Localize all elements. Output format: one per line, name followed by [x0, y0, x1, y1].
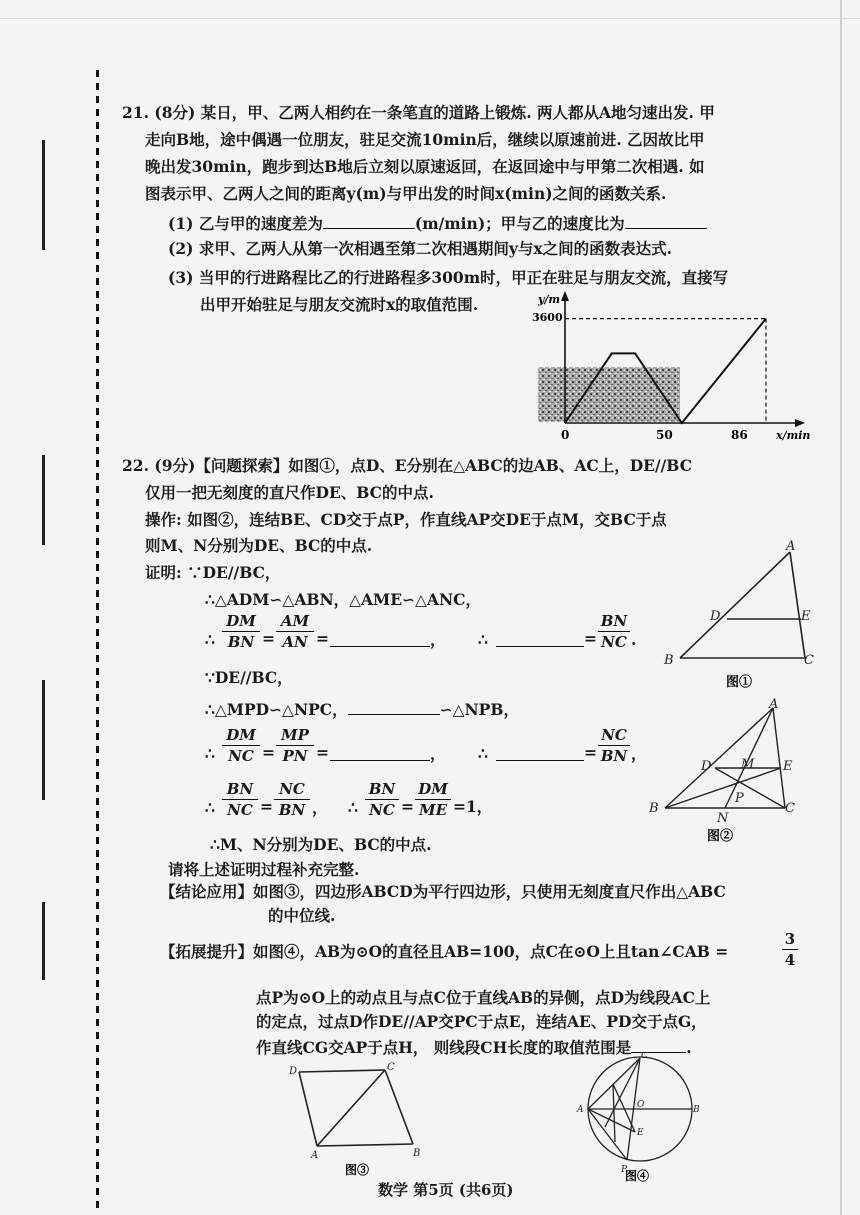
therefore-sign: ∴ [478, 630, 488, 649]
fraction-bn-nc: $\frac{BN}{NC}$ [222, 782, 258, 818]
extension-line-3: 的定点，过点D作DE//AP交PC于点E，连结AE、PD交于点G， [256, 1012, 707, 1031]
fraction-dm-nc: $\frac{DM}{NC}$ [222, 728, 260, 764]
q22-line-2: 仅用一把无刻度的直尺作DE、BC的中点. [145, 483, 434, 502]
q21-line-1: 21. (8分) 某日，甲、乙两人相约在一条笔直的道路上锻炼. 两人都从A地匀速出发. 甲 [122, 103, 715, 122]
margin-bar [42, 140, 45, 250]
fraction-bn-nc: $\frac{BN}{NC}$ [365, 782, 399, 818]
q22-line-1: 22. (9分)【问题探索】如图①，点D、E分别在△ABC的边AB、AC上，DE//BC [122, 456, 693, 475]
svg-text:C: C [641, 1052, 648, 1061]
y-tick-3600: 3600 [532, 311, 563, 324]
proof-similar-2: ∴△MPD∽△NPC， ∽△NPB， [205, 700, 519, 719]
fraction-am-an: $\frac{AM}{AN}$ [276, 614, 314, 650]
comma: ， [430, 744, 446, 763]
svg-text:D: D [701, 759, 712, 774]
answer-blank-ratio-3[interactable] [330, 746, 430, 761]
therefore-sign: ∴ [205, 798, 215, 817]
margin-bar [42, 455, 45, 545]
therefore-sign: ∴ [478, 744, 488, 763]
extension-line-2: 点P为⊙O上的动点且与点C位于直线AB的异侧，点D为线段AC上 [256, 988, 711, 1007]
fraction-dm-me: $\frac{DM}{ME}$ [415, 782, 451, 818]
extension-line-4: 作直线CG交AP于点H， 则线段CH长度的取值范围是 . [256, 1038, 692, 1057]
answer-blank-ch-range[interactable] [631, 1038, 686, 1053]
answer-blank-ratio-2[interactable] [496, 632, 584, 647]
proof-given: 证明: ∵DE//BC， [145, 563, 281, 582]
y-axis-arrow [561, 291, 569, 301]
application-line-1: 【结论应用】如图③，四边形ABCD为平行四边形，只使用无刻度直尺作出△ABC [160, 882, 726, 901]
fraction-nc-bn: $\frac{NC}{BN}$ [598, 728, 630, 764]
fraction-three-quarters: $\frac{3}{4}$ [782, 932, 798, 968]
figure-4-circle [575, 1052, 725, 1184]
margin-bar [42, 680, 45, 800]
svg-text:C: C [785, 801, 795, 816]
x-axis-arrow [795, 419, 805, 427]
svg-text:A: A [311, 1150, 319, 1161]
fraction-nc-bn: $\frac{NC}{BN}$ [274, 782, 310, 818]
figure-3-caption: 图③ [345, 1163, 370, 1177]
figure-2-triangle [645, 698, 815, 848]
q22-line-4: 则M、N分别为DE、BC的中点. [145, 536, 373, 555]
binding-dashed-line [96, 70, 99, 1210]
q21-part1: (1) 乙与甲的速度差为 (m/min)；甲与乙的速度比为 [168, 214, 707, 232]
figure-1-caption: 图① [726, 675, 753, 690]
figure-4-caption: 图④ [625, 1169, 650, 1183]
margin-bar [42, 902, 45, 980]
answer-blank-ratio-4[interactable] [496, 746, 584, 761]
equals-one: =1， [453, 797, 493, 816]
figure-2-caption: 图② [707, 829, 734, 844]
x-tick-50: 50 [656, 428, 673, 442]
svg-text:A: A [769, 698, 779, 712]
comma: ， [430, 630, 446, 649]
application-line-2: 的中位线. [268, 906, 336, 925]
answer-blank-speed-ratio[interactable] [625, 214, 707, 229]
equals-sign: = [262, 629, 275, 648]
equals-sign: = [316, 629, 329, 648]
svg-text:E: E [783, 759, 793, 774]
svg-text:B: B [413, 1148, 421, 1159]
svg-text:P: P [735, 791, 744, 806]
comma: ， [631, 744, 647, 763]
answer-blank-triangle[interactable] [348, 700, 440, 715]
equals-sign: = [584, 629, 597, 648]
page-right-edge [840, 0, 842, 1215]
svg-text:P: P [621, 1165, 628, 1175]
q21-line-2: 走向B地，途中偶遇一位朋友，驻足交流10min后，继续以原速前进. 乙因故比甲 [145, 130, 705, 149]
equals-sign: = [401, 797, 414, 816]
svg-text:B: B [693, 1105, 700, 1115]
svg-text:A: A [577, 1105, 584, 1115]
q22-line-3: 操作: 如图②，连结BE、CD交于点P，作直线AP交DE于点M，交BC于点 [145, 510, 667, 529]
period: . [631, 630, 637, 649]
q21-line-3: 晚出发30min，跑步到达B地后立刻以原速返回，在返回途中与甲第二次相遇. 如 [145, 157, 705, 176]
figure-1-triangle [660, 540, 830, 690]
extension-line-1: 【拓展提升】如图④，AB为⊙O的直径且AB=100，点C在⊙O上且tan∠CAB = [160, 942, 729, 961]
svg-text:B: B [649, 801, 659, 816]
svg-text:E: E [637, 1128, 644, 1138]
x-axis-label: x/min [776, 429, 811, 442]
svg-text:E: E [801, 609, 811, 624]
svg-text:C: C [387, 1062, 395, 1073]
x-tick-86: 86 [731, 428, 748, 442]
svg-text:D: D [710, 609, 721, 624]
fraction-bn-nc: $\frac{BN}{NC}$ [598, 614, 630, 650]
equals-sign: = [316, 743, 329, 762]
equals-sign: = [584, 743, 597, 762]
fraction-mp-pn: $\frac{MP}{PN}$ [276, 728, 314, 764]
proof-parallel: ∵DE//BC， [205, 668, 293, 687]
fill-instruction: 请将上述证明过程补充完整. [168, 860, 360, 879]
svg-text:A: A [786, 540, 796, 554]
figure-3-parallelogram [285, 1062, 455, 1182]
equals-sign: = [262, 743, 275, 762]
therefore-sign: ∴ [348, 798, 358, 817]
therefore-sign: ∴ [205, 744, 215, 763]
page-top-edge [0, 18, 860, 19]
svg-text:D: D [289, 1066, 298, 1077]
svg-text:N: N [717, 811, 729, 826]
proof-conclusion: ∴M、N分别为DE、BC的中点. [210, 835, 432, 854]
svg-text:M: M [741, 757, 755, 772]
comma: ， [312, 798, 328, 817]
q21-part2: (2) 求甲、乙两人从第一次相遇至第二次相遇期间y与x之间的函数表达式. [168, 239, 672, 258]
answer-blank-speed-diff[interactable] [323, 214, 415, 229]
q21-part3-line1: (3) 当甲的行进路程比乙的行进路程多300m时，甲正在驻足与朋友交流，直接写 [168, 268, 729, 287]
fraction-dm-bn: $\frac{DM}{BN}$ [222, 614, 260, 650]
svg-text:C: C [804, 653, 814, 668]
q21-line-4: 图表示甲、乙两人之间的距离y(m)与甲出发的时间x(min)之间的函数关系. [145, 184, 667, 203]
distance-time-chart [530, 285, 820, 445]
x-tick-0: 0 [561, 428, 570, 442]
y-axis-label: y/m [538, 293, 561, 306]
answer-blank-ratio-1[interactable] [330, 632, 430, 647]
equals-sign: = [260, 797, 273, 816]
therefore-sign: ∴ [205, 630, 215, 649]
q21-part3-line2: 出甲开始驻足与朋友交流时x的取值范围. [200, 295, 479, 314]
proof-similar-1: ∴△ADM∽△ABN，△AME∽△ANC， [205, 590, 481, 609]
svg-text:O: O [637, 1100, 645, 1110]
page-footer: 数学 第5页 (共6页) [378, 1181, 514, 1199]
svg-text:B: B [664, 653, 674, 668]
chart-smudge [538, 367, 680, 422]
